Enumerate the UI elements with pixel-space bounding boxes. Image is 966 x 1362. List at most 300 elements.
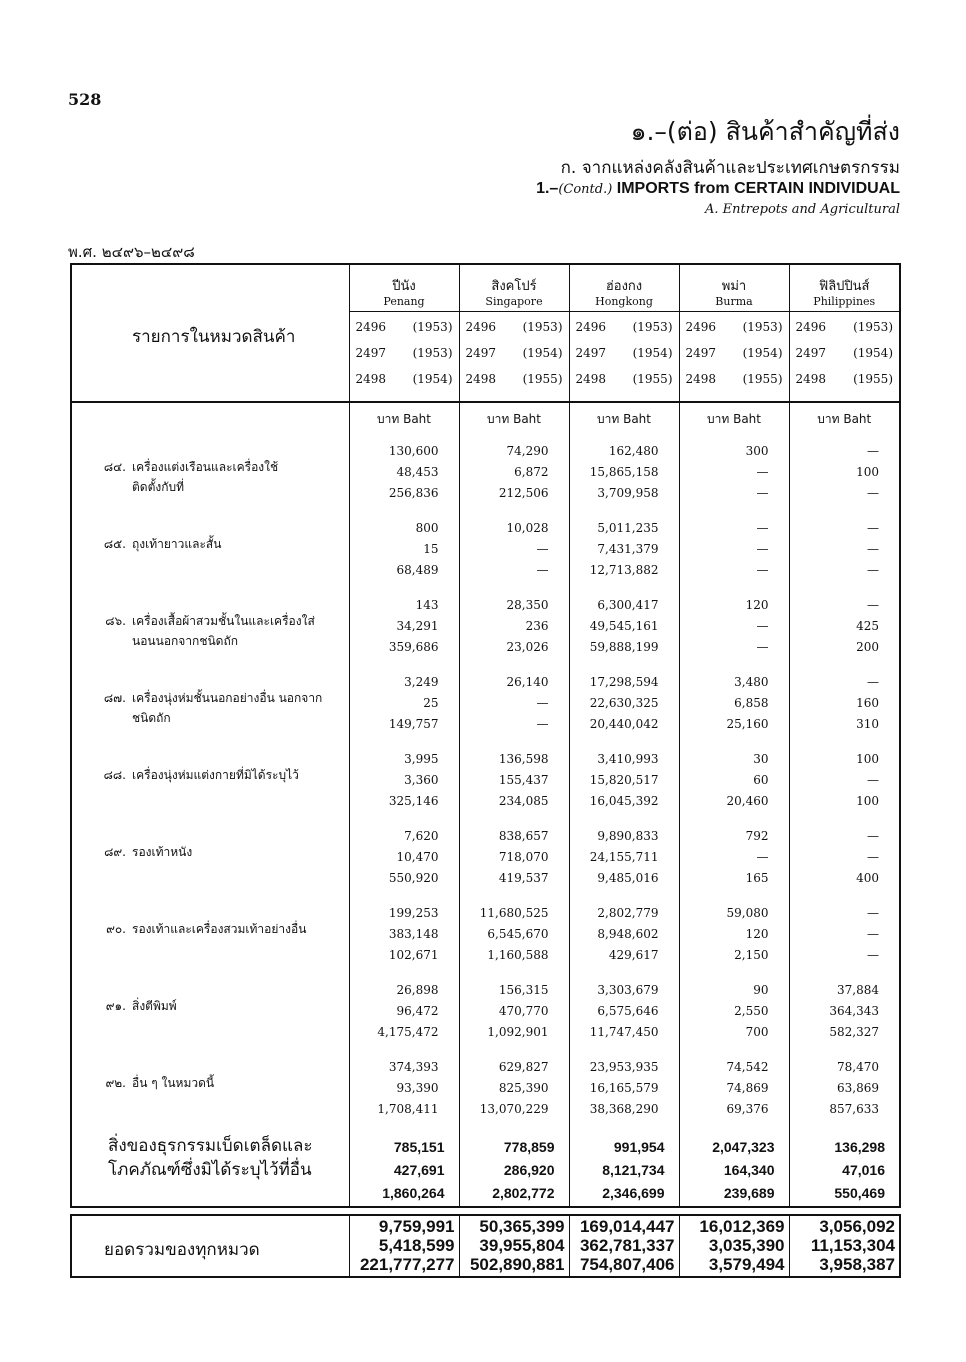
row-label-text: เครื่องเสื้อผ้าสวมชั้นในและเครื่องใส่ <box>132 614 315 628</box>
country-name-thai: ฮ่องกง <box>605 279 643 294</box>
country-name-english: Singapore <box>459 295 570 312</box>
value: 156,315 <box>498 983 549 997</box>
thai-title: ๑.–(ต่อ) สินค้าสำคัญที่ส่ง <box>630 117 900 146</box>
value: 100 <box>856 465 879 479</box>
table-row <box>71 660 900 737</box>
table-row <box>71 506 900 583</box>
year-line <box>686 316 783 342</box>
row-label-cell <box>71 429 349 506</box>
value: — <box>756 486 769 500</box>
value-cell <box>459 968 569 1045</box>
year-ad: (1955) <box>632 372 673 386</box>
value: — <box>536 696 549 710</box>
value: 34,291 <box>396 619 439 633</box>
total-value: 754,807,406 <box>579 1255 675 1274</box>
value-cell <box>789 968 900 1045</box>
value: 160 <box>856 696 879 710</box>
value-stack <box>790 1045 900 1120</box>
value: — <box>756 850 769 864</box>
value: 59,080 <box>726 906 769 920</box>
value-cell <box>569 891 679 968</box>
subtotal-value: 8,121,734 <box>602 1162 665 1178</box>
value-cell <box>459 429 569 506</box>
subtotal-value-stack <box>790 1122 900 1205</box>
value: — <box>867 542 879 556</box>
value-cell <box>349 1045 459 1122</box>
year-line <box>356 368 453 394</box>
value: — <box>867 444 879 458</box>
row-label-text: เครื่องนุ่งห่มชั้นนอกอย่างอื่น นอกจาก <box>132 691 323 705</box>
year-line <box>576 316 673 342</box>
unit-row <box>71 402 900 429</box>
row-label-cell <box>71 1045 349 1122</box>
table-body <box>71 264 900 1277</box>
value-cell <box>679 506 789 583</box>
row-label-line <box>86 688 349 708</box>
value-cell <box>789 891 900 968</box>
row-label-cell <box>71 583 349 660</box>
value-stack <box>680 1045 789 1120</box>
value: 78,470 <box>837 1060 879 1074</box>
value-stack <box>680 968 789 1043</box>
total-value: 3,579,494 <box>708 1255 785 1274</box>
value-stack <box>790 583 900 658</box>
subtotal-value-cell <box>459 1122 569 1207</box>
total-value: 39,955,804 <box>479 1236 565 1255</box>
row-label-cell <box>71 891 349 968</box>
subtotal-value: 164,340 <box>723 1162 775 1178</box>
value: 16,165,579 <box>589 1081 659 1095</box>
spacer-row <box>71 1207 900 1215</box>
value-cell <box>569 583 679 660</box>
value: 300 <box>745 444 769 458</box>
value: 400 <box>856 871 879 885</box>
subtotal-value: 778,859 <box>503 1139 555 1155</box>
value: 102,671 <box>388 948 439 962</box>
value: 700 <box>745 1025 769 1039</box>
value: 22,630,325 <box>589 696 659 710</box>
value: 582,327 <box>829 1025 879 1039</box>
table-row <box>71 429 900 506</box>
value: — <box>867 521 879 535</box>
value: 838,657 <box>498 829 549 843</box>
year-ad: (1954) <box>522 346 563 360</box>
value: — <box>756 619 769 633</box>
row-number: ๙๒. <box>105 1076 126 1090</box>
value: 69,376 <box>726 1102 769 1116</box>
total-value-stack <box>570 1216 679 1274</box>
english-title-contd: (Contd.) <box>558 182 613 197</box>
value: 165 <box>745 871 769 885</box>
value-stack <box>350 814 459 889</box>
value-cell <box>679 1045 789 1122</box>
value: 24,155,711 <box>589 850 659 864</box>
country-header-cell <box>679 264 789 402</box>
row-label-line <box>86 534 349 554</box>
total-value-stack <box>460 1216 569 1274</box>
value: 2,150 <box>734 948 769 962</box>
value: 470,770 <box>498 1004 549 1018</box>
country-name-english: Hongkong <box>569 295 680 312</box>
year-line <box>686 368 783 394</box>
subtotal-value-stack <box>350 1122 459 1205</box>
table-row <box>71 1045 900 1122</box>
row-number: ๘๔. <box>103 460 126 474</box>
value: 3,303,679 <box>597 983 659 997</box>
value-cell <box>789 660 900 737</box>
value: 3,480 <box>734 675 769 689</box>
thai-subtitle: ก. จากแหล่งคลังสินค้าและประเทศเกษตรกรรม <box>560 158 900 178</box>
value: 359,686 <box>388 640 439 654</box>
value-stack <box>790 737 900 812</box>
value: 1,160,588 <box>487 948 549 962</box>
total-value: 50,365,399 <box>479 1217 565 1236</box>
year-line <box>356 342 453 368</box>
english-title-number: 1.– <box>536 180 559 197</box>
page-number: 528 <box>68 90 102 109</box>
value-cell <box>349 891 459 968</box>
value-stack <box>460 429 569 504</box>
unit-cell <box>349 402 459 429</box>
value-cell <box>789 1045 900 1122</box>
value-stack <box>460 1045 569 1120</box>
value: 9,485,016 <box>597 871 659 885</box>
row-label <box>72 583 349 651</box>
subtotal-row <box>71 1122 900 1207</box>
value: 325,146 <box>388 794 439 808</box>
value: 26,140 <box>506 675 549 689</box>
value: 49,545,161 <box>589 619 659 633</box>
value-cell <box>569 506 679 583</box>
value: — <box>756 563 769 577</box>
value: 59,888,199 <box>589 640 659 654</box>
country-header-cell <box>569 264 679 402</box>
row-label-cell <box>71 506 349 583</box>
value: 136,598 <box>498 752 549 766</box>
year-ad: (1955) <box>853 372 893 386</box>
year-list <box>570 312 679 394</box>
value: 20,440,042 <box>589 717 659 731</box>
year-be: 2496 <box>465 320 497 334</box>
subtotal-value: 550,469 <box>834 1185 885 1201</box>
value-stack <box>350 506 459 581</box>
value: 23,953,935 <box>589 1060 659 1074</box>
total-value: 3,958,387 <box>819 1255 895 1274</box>
value-stack <box>460 506 569 581</box>
value-cell <box>679 968 789 1045</box>
value-stack <box>680 737 789 812</box>
value: — <box>536 563 549 577</box>
value-stack <box>460 814 569 889</box>
row-number: ๙๐. <box>106 922 126 936</box>
value: 68,489 <box>396 563 439 577</box>
total-value: 362,781,337 <box>579 1236 675 1255</box>
year-line <box>576 368 673 394</box>
value: — <box>536 542 549 556</box>
value: 120 <box>745 927 769 941</box>
table-row <box>71 583 900 660</box>
subtotal-value: 47,016 <box>842 1162 885 1178</box>
row-label <box>72 1045 349 1093</box>
total-value-stack <box>350 1216 459 1274</box>
value-stack <box>460 660 569 735</box>
year-list <box>790 312 900 394</box>
year-list <box>460 312 569 394</box>
table-row <box>71 814 900 891</box>
subtotal-value-stack <box>570 1122 679 1205</box>
value-stack <box>460 891 569 966</box>
unit-cell <box>789 402 900 429</box>
row-label-continuation: นอนนอกจากชนิดถัก <box>132 634 238 648</box>
value-stack <box>570 583 679 658</box>
value: 212,506 <box>498 486 549 500</box>
value-stack <box>350 737 459 812</box>
row-label-line <box>86 919 349 939</box>
value-cell <box>459 814 569 891</box>
row-label-text: รองเท้าและเครื่องสวมเท้าอย่างอื่น <box>132 922 307 936</box>
total-value: 221,777,277 <box>359 1255 455 1274</box>
value-stack <box>350 660 459 735</box>
value: 199,253 <box>388 906 439 920</box>
row-label <box>72 506 349 554</box>
total-label-cell <box>71 1215 349 1277</box>
value: 2,802,779 <box>597 906 659 920</box>
subtotal-value-cell <box>789 1122 900 1207</box>
value: 6,545,670 <box>487 927 549 941</box>
year-line <box>796 368 894 394</box>
country-name-english: Philippines <box>789 295 901 312</box>
value-cell <box>789 737 900 814</box>
imports-table <box>70 263 901 1278</box>
year-ad: (1954) <box>853 346 893 360</box>
value: 718,070 <box>498 850 549 864</box>
value: 234,085 <box>498 794 549 808</box>
value-cell <box>569 968 679 1045</box>
unit-row-label-cell <box>71 402 349 429</box>
year-line <box>356 316 453 342</box>
row-label-line <box>86 765 349 785</box>
value: 37,884 <box>837 983 879 997</box>
year-ad: (1954) <box>632 346 673 360</box>
year-ad: (1955) <box>522 372 563 386</box>
value-cell <box>789 814 900 891</box>
value-cell <box>459 506 569 583</box>
total-value-cell <box>459 1215 569 1277</box>
value: — <box>867 773 879 787</box>
total-value: 5,418,599 <box>378 1236 455 1255</box>
value: 48,453 <box>396 465 439 479</box>
value: 7,620 <box>404 829 439 843</box>
total-value-cell <box>349 1215 459 1277</box>
year-be: 2497 <box>685 346 717 360</box>
table-row <box>71 968 900 1045</box>
year-line <box>466 316 563 342</box>
country-name-thai: สิงคโปร์ <box>491 279 537 294</box>
category-header-cell <box>71 264 349 402</box>
value: 383,148 <box>388 927 439 941</box>
country-name-thai: พม่า <box>721 279 747 294</box>
value: 200 <box>856 640 879 654</box>
value: 93,390 <box>396 1081 439 1095</box>
table-row <box>71 891 900 968</box>
value: 74,290 <box>506 444 549 458</box>
spacer-cell <box>71 1207 900 1215</box>
value: 800 <box>415 521 439 535</box>
value-cell <box>349 968 459 1045</box>
row-number: ๘๖. <box>105 614 126 628</box>
row-label-line <box>86 996 349 1016</box>
row-label <box>72 429 349 497</box>
subtotal-label <box>72 1122 349 1182</box>
value-stack <box>790 429 900 504</box>
total-value: 169,014,447 <box>579 1217 675 1236</box>
total-label: ยอดรวมของทุกหมวด <box>104 1240 260 1260</box>
year-list <box>350 312 459 394</box>
table-row <box>71 737 900 814</box>
value-stack <box>680 660 789 735</box>
year-ad: (1953) <box>522 320 563 334</box>
value: 825,390 <box>498 1081 549 1095</box>
subtotal-value-stack <box>680 1122 789 1205</box>
value: 130,600 <box>388 444 439 458</box>
value-stack <box>570 968 679 1043</box>
value: — <box>536 717 549 731</box>
year-line <box>686 342 783 368</box>
subtotal-label-line: สิ่งของธุรกรรมเบ็ดเตล็ดและ <box>108 1136 313 1156</box>
unit-label: บาท Baht <box>487 411 541 426</box>
value-stack <box>790 506 900 581</box>
total-value-stack <box>790 1216 900 1274</box>
value: 15,865,158 <box>589 465 659 479</box>
subtotal-value: 991,954 <box>613 1139 665 1155</box>
value: 12,713,882 <box>589 563 659 577</box>
country-name-thai: ปีนัง <box>392 279 416 294</box>
value-stack <box>570 506 679 581</box>
value-stack <box>570 1045 679 1120</box>
row-label-continuation: ชนิดถัก <box>132 711 171 725</box>
row-label-text: รองเท้าหนัง <box>132 845 193 859</box>
value: 74,542 <box>726 1060 769 1074</box>
value: 310 <box>856 717 879 731</box>
value-cell <box>459 737 569 814</box>
value: — <box>867 675 879 689</box>
value: 425 <box>856 619 879 633</box>
subtotal-value: 2,802,772 <box>492 1185 555 1201</box>
value: 1,708,411 <box>377 1102 439 1116</box>
value: 3,360 <box>404 773 439 787</box>
year-ad: (1955) <box>742 372 783 386</box>
value-stack <box>680 583 789 658</box>
value: 11,747,450 <box>589 1025 659 1039</box>
value-stack <box>790 814 900 889</box>
value-stack <box>350 583 459 658</box>
total-row <box>71 1215 900 1277</box>
value-stack <box>680 891 789 966</box>
year-be: 2497 <box>795 346 827 360</box>
value: — <box>867 563 879 577</box>
english-title <box>536 180 900 198</box>
row-label-line <box>86 1073 349 1093</box>
value: 10,470 <box>396 850 439 864</box>
year-list <box>680 312 789 394</box>
value: 74,869 <box>726 1081 769 1095</box>
value-stack <box>680 429 789 504</box>
year-be: 2498 <box>355 372 387 386</box>
row-label-continuation: ติดตั้งกับที่ <box>132 480 185 494</box>
value: 162,480 <box>608 444 659 458</box>
value: 374,393 <box>388 1060 439 1074</box>
value: 25 <box>423 696 439 710</box>
year-be: 2496 <box>575 320 607 334</box>
value: — <box>756 465 769 479</box>
subtotal-value: 1,860,264 <box>382 1185 445 1201</box>
total-value: 9,759,991 <box>378 1217 455 1236</box>
value-cell <box>569 737 679 814</box>
value-cell <box>349 660 459 737</box>
row-label <box>72 891 349 939</box>
row-label <box>72 737 349 785</box>
subtotal-value-cell <box>679 1122 789 1207</box>
value-stack <box>350 429 459 504</box>
value: 26,898 <box>396 983 439 997</box>
value-stack <box>570 660 679 735</box>
value-stack <box>790 891 900 966</box>
value: — <box>867 906 879 920</box>
value-stack <box>460 583 569 658</box>
total-value: 502,890,881 <box>469 1255 565 1274</box>
value: 90 <box>753 983 769 997</box>
value-cell <box>349 814 459 891</box>
subtotal-value-stack <box>460 1122 569 1205</box>
value-stack <box>680 506 789 581</box>
value: 429,617 <box>608 948 659 962</box>
year-be: 2497 <box>465 346 497 360</box>
year-ad: (1954) <box>742 346 783 360</box>
total-value-cell <box>679 1215 789 1277</box>
row-label <box>72 660 349 728</box>
value: 100 <box>856 752 879 766</box>
total-value: 16,012,369 <box>699 1217 785 1236</box>
subtotal-label-line: โภคภัณฑ์ซึ่งมิได้ระบุไว้ที่อื่น <box>108 1160 312 1180</box>
value: 149,757 <box>388 717 439 731</box>
year-be: 2497 <box>355 346 387 360</box>
value: — <box>867 829 879 843</box>
value: 10,028 <box>506 521 549 535</box>
value: — <box>867 927 879 941</box>
value: 8,948,602 <box>597 927 659 941</box>
total-value: 11,153,304 <box>810 1236 895 1255</box>
row-label-cell <box>71 814 349 891</box>
value: 28,350 <box>506 598 549 612</box>
value-cell <box>679 737 789 814</box>
value: 15 <box>423 542 439 556</box>
unit-cell <box>569 402 679 429</box>
unit-label: บาท Baht <box>817 411 872 426</box>
value: — <box>867 598 879 612</box>
value-cell <box>789 429 900 506</box>
year-be: 2497 <box>575 346 607 360</box>
row-number: ๘๕. <box>103 537 126 551</box>
value-stack <box>350 1045 459 1120</box>
value-cell <box>459 891 569 968</box>
value: 7,431,379 <box>597 542 659 556</box>
unit-label: บาท Baht <box>597 411 651 426</box>
total-value-cell <box>569 1215 679 1277</box>
subtotal-value-cell <box>569 1122 679 1207</box>
year-be: 2496 <box>685 320 717 334</box>
row-number: ๘๙. <box>104 845 126 859</box>
value-cell <box>569 814 679 891</box>
